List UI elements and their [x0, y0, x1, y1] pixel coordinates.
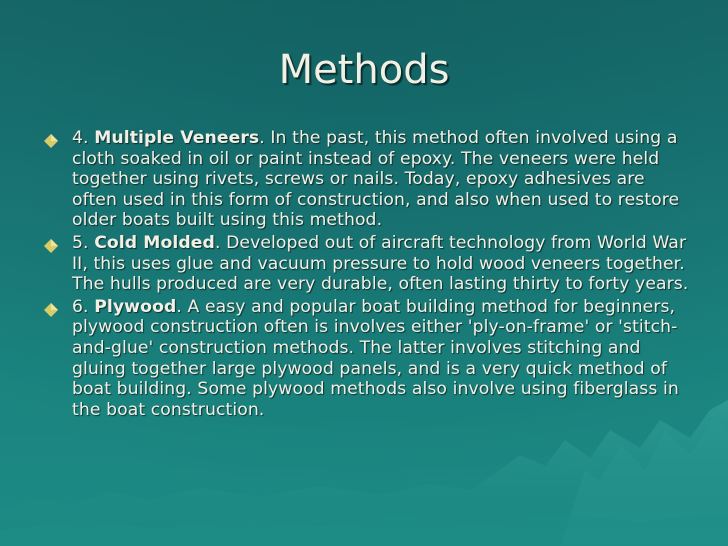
bullet-number: 6. [72, 296, 89, 317]
bullet-text: . A easy and popular boat building method for beginners, plywood construction often is involves either 'ply-on-frame' or 'stitch-and-glue' construction methods. The latter involves stitching and gluing together large plywood panels, and is a very quick method of boat building. Some plywood methods also involve using fiberglass in the boat construction. [72, 296, 679, 420]
diamond-bullet-icon [44, 134, 58, 148]
bullet-term: Cold Molded [94, 232, 215, 253]
bullet-term: Multiple Veneers [94, 128, 260, 148]
bullet-item-plywood [44, 297, 694, 421]
bullet-term: Plywood [94, 296, 177, 317]
diamond-bullet-icon [44, 303, 58, 317]
bullet-number: 4. [72, 128, 89, 148]
bullet-list [44, 128, 694, 422]
bullet-text: . Developed out of aircraft technology from World War II, this uses glue and vacuum pressure to hold wood veneers together. The hulls produced are very durable, often lasting thirty to forty years. [72, 232, 689, 295]
diamond-bullet-icon [44, 239, 58, 253]
bullet-item-multiple-veneers [44, 128, 694, 231]
bullet-text: . In the past, this method often involved using a cloth soaked in oil or paint instead of epoxy. The veneers were held together using rivets, screws or nails. Today, epoxy adhesives are often used in this form of construction, and also when used to restore older boats built using this method. [72, 128, 680, 231]
bullet-number: 5. [72, 232, 89, 253]
bullet-item-cold-molded [44, 233, 694, 295]
slide-title: Methods [278, 47, 450, 93]
